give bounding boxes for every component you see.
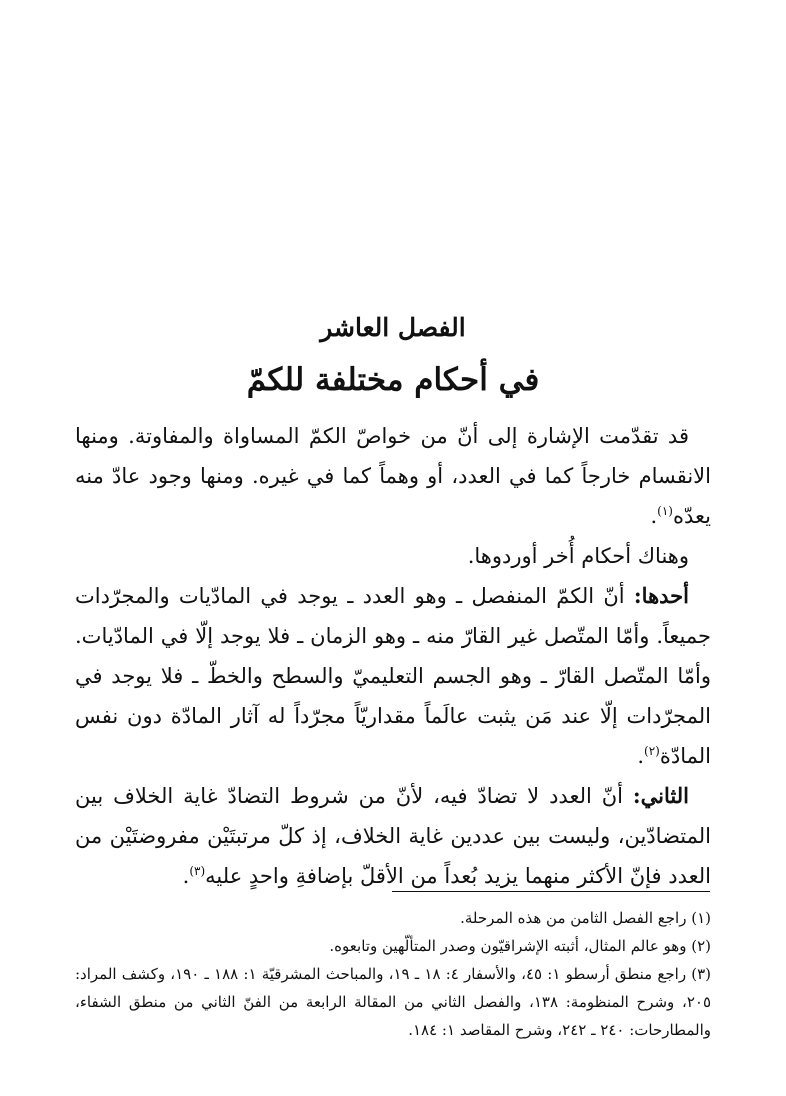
footnotes	[75, 904, 711, 1044]
chapter-title: الفصل العاشر	[320, 313, 466, 342]
footnote-1: (١) راجع الفصل الثامن من هذه المرحلة.	[460, 909, 711, 927]
first-end: .	[637, 744, 645, 768]
footnote-divider	[392, 891, 710, 892]
intro-text: قد تقدّمت الإشارة إلى أنّ من خواصّ الكمّ المساواة والمفاوتة. ومنها الانقسام خارجاً كما في العدد، أو وهماً كما في غيره. ومنها وجود عادّ منه يعدّه	[75, 424, 711, 528]
first-text: أنّ الكمّ المنفصل ـ وهو العدد ـ يوجد في المادّيات والمجرّدات جميعاً. وأمّا المتّصل غير القارّ منه ـ وهو الزمان ـ فلا يوجد إلّا في المادّيات. وأمّا المتّصل القارّ ـ وهو الجسم التعليميّ والسطح والخطّ ـ فلا يوجد في المجرّدات إلّا عند مَن يثبت عالَماً مقداريّاً مجرّداً له آثار المادّة دون نفس المادّة	[75, 584, 711, 768]
second-label: الثاني:	[632, 783, 689, 808]
footnote-2: (٢) وهو عالم المثال، أثبته الإشراقيّون وصدر المتألّهين وتابعوه.	[329, 937, 711, 955]
paragraph-intro	[75, 416, 711, 536]
second-end: .	[182, 864, 190, 888]
first-label: أحدها:	[633, 583, 689, 608]
footnote-ref-3[interactable]: (٣)	[189, 864, 206, 878]
footnote-3: (٣) راجع منطق أرسطو ١: ٤٥، والأسفار ٤: ١٨ ـ ١٩، والمباحث المشرقيّة ١: ١٨٨ ـ ١٩٠، وكشف المراد: ٢٠٥، وشرح المنظومة: ١٣٨، والفصل الثاني من المقالة الرابعة من الفنّ الثاني من منطق الشفاء، والمطارحات: ٢٤٠ ـ ٢٤٢، وشرح المقاصد ١: ١٨٤.	[75, 965, 712, 1039]
paragraph-second	[75, 776, 711, 896]
paragraph-first	[75, 576, 711, 776]
footnote-ref-1[interactable]: (١)	[657, 504, 673, 518]
intro-end: .	[650, 504, 658, 528]
second-text: أنّ العدد لا تضادّ فيه، لأنّ من شروط التضادّ غاية الخلاف بين المتضادّين، وليست بين عددين غاية الخلاف، إذ كلّ مرتبتَيْن مفروضتَيْن من العدد فإنّ الأكثر منهما يزيد بُعداً من الأقلّ بإضافةِ واحدٍ عليه	[75, 784, 711, 888]
main-text	[75, 416, 711, 896]
paragraph-other-rulings: وهناك أحكام أُخر أوردوها.	[467, 544, 689, 568]
chapter-subtitle: في أحكام مختلفة للكمّ	[246, 362, 540, 398]
footnote-ref-2[interactable]: (٢)	[644, 744, 660, 758]
